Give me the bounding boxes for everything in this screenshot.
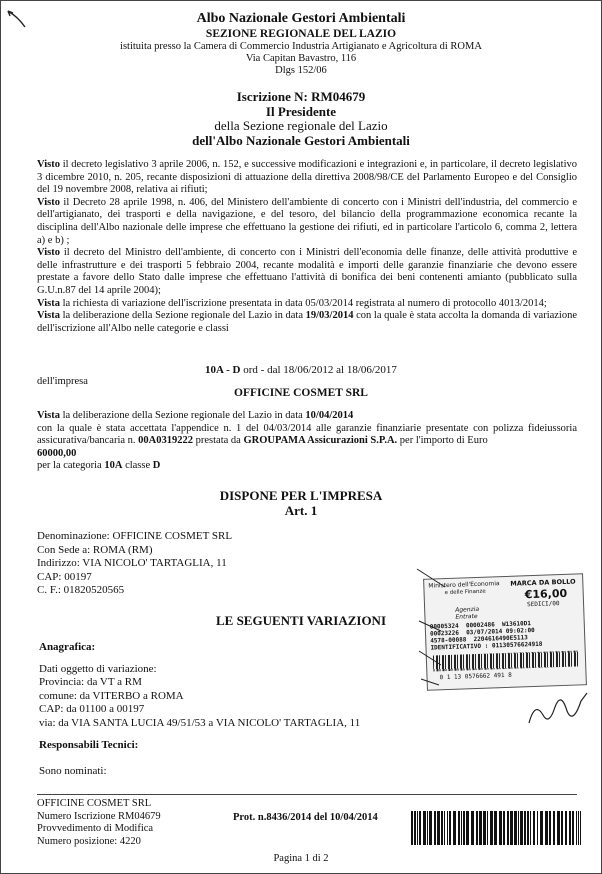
footer-line: Provvedimento di Modifica [37,823,154,835]
barcode-bar [518,811,519,845]
stamp-agency: Agenzia Entrate [455,605,480,621]
barcode-bar [569,811,571,845]
barcode-bar [524,811,526,845]
barcode-bar [580,811,581,845]
anagrafica-lines [39,663,360,730]
barcode-bar [545,811,548,845]
visto-paragraph-2: Visto il Decreto 28 aprile 1998, n. 406, del Ministero dell'ambiente di concerto con i Ministri dell'industria, del commercio e dell'artigianato, dei trasporti e della navigazione, e del tesoro, del bilancio della programmazione economica recante la disciplina dell'Albo nazionale delle imprese che effettuano la gestione dei rifiuti, ed in particolare l'articolo 6, comma 2, lettera a) e b) ; [37,196,577,246]
anagrafica-line: CAP: da 01100 a 00197 [39,703,145,716]
corner-arrow-mark-icon [5,7,29,31]
dispone-title: DISPONE PER L'IMPRESA [219,488,383,503]
detail-indirizzo: Indirizzo: VIA NICOLO' TARTAGLIA, 11 [37,557,227,570]
barcode-bar [503,811,505,845]
barcode-bar [487,811,488,845]
barcode-icon [411,811,581,845]
protocol-number: Prot. n.8436/2014 del 10/04/2014 [233,812,378,823]
barcode-bar [510,811,513,845]
impresa-label: dell'impresa [37,376,88,387]
page-number: Pagina 1 di 2 [273,853,329,864]
vista-appendice: Vista la deliberazione della Sezione regionale del Lazio in data 10/04/2014 con la quale è stata accettata l'appendice n. 1 del 04/03/2014 alle garanzie finanziarie presentate con polizza fideiussoria assicurativa/bancaria n. 00A0319222 prestata da GROUPAMA Assicurazioni S.P.A. per l'importo di Euro 60000,00 per la categoria 10A classe D [37,410,577,472]
org-title: Albo Nazionale Gestori Ambientali [196,11,406,26]
barcode-bar [483,811,486,845]
barcode-bar [447,811,448,845]
barcode-bar [441,811,443,845]
barcode-bar [444,811,445,845]
company-name: OFFICINE COSMET SRL [234,387,368,399]
barcode-bar [537,811,538,845]
barcode-bar [490,811,493,845]
barcode-bar [458,811,460,845]
category-line: 10A - D ord - dal 18/06/2012 al 18/06/2017 [205,364,397,376]
barcode-bar [414,811,416,845]
barcode-bar [572,811,574,845]
barcode-bar [434,811,436,845]
handwritten-signature-icon [521,671,591,731]
barcode-bar [557,811,560,845]
stamp-arrows-icon [411,561,451,691]
stamp-codes: 00005324 00002486 W13610D1 00023226 03/07/2014 09:02:00 4578-00088 2204616490E5113 IDENTIFICATIVO : 01130576624918 [429,620,543,652]
registration-line1: della Sezione regionale del Lazio [214,118,388,133]
stamp-bottom-code: 0 1 13 0576662 491 8 [439,671,512,682]
barcode-bar [423,811,426,845]
variazioni-title: LE SEGUENTI VARIAZIONI [215,613,387,628]
article-label: Art. 1 [284,503,318,518]
anagrafica-line: Dati oggetto di variazione: [39,663,157,675]
registration-number: Iscrizione N: RM04679 [236,89,366,104]
barcode-bar [530,811,531,845]
barcode-bar [576,811,577,845]
barcode-bar [461,811,462,845]
barcode-bar [540,811,543,845]
nominati-label: Sono nominati: [39,765,107,777]
section-title: SEZIONE REGIONALE DEL LAZIO [205,28,397,40]
barcode-bar [449,811,451,845]
detail-cap: CAP: 00197 [37,570,92,583]
company-details [37,530,232,598]
detail-denominazione: Denominazione: OFFICINE COSMET SRL [37,530,233,542]
stamp-title: MARCA DA BOLLO [510,577,576,588]
visto-paragraphs [37,159,577,335]
visto-paragraph-1: Visto il decreto legislativo 3 aprile 2006, n. 152, e successive modificazioni e integrazioni e, in particolare, il decreto legislativo 3 dicembre 2010, n. 205, recante disposizioni di attuazione della direttiva 2008/98/CE del Parlamento Europeo e del Consiglio del 19 novembre 2008, relativa ai rifiuti; [37,159,577,196]
address-line: Via Capitan Bavastro, 116 [245,53,357,64]
stamp-amount: €16,00 [524,586,568,602]
barcode-bar [463,811,465,845]
barcode-bar [520,811,523,845]
detail-sede: Con Sede a: ROMA (RM) [37,543,153,556]
barcode-bar [466,811,469,845]
responsabili-label: Responsabili Tecnici: [39,739,139,751]
anagrafica-line: via: da VIA SANTA LUCIA 49/51/53 a VIA NICOLO' TARTAGLIA, 11 [39,716,361,729]
barcode-bar [578,811,579,845]
barcode-bar [476,811,478,845]
registration-line2: dell'Albo Nazionale Gestori Ambientali [192,133,410,148]
footer-divider [37,794,577,795]
visto-paragraph-4: Vista la richiesta di variazione dell'iscrizione presentata in data 05/03/2014 registrata al numero di protocollo 4013/2014; [37,297,547,309]
barcode-bar [427,811,428,845]
barcode-bar [437,811,440,845]
barcode-bar [527,811,529,845]
barcode-bar [417,811,418,845]
barcode-bar [514,811,517,845]
barcode-bar [561,811,563,845]
barcode-bar [553,811,555,845]
barcode-bar [549,811,551,845]
detail-cf: C. F.: 01820520565 [37,584,125,597]
visto-paragraph-3: Visto il decreto del Ministro dell'ambiente, di concerto con i Ministri dell'economia delle finanze, delle attività produttive e delle infrastrutture e dei trasporti 5 febbraio 2004, recante modalità e importi delle garanzie finanziarie che devono essere prestate a favore dello Stato dalle imprese che effettuano l'attività di bonifica dei beni contenenti amianto (pubblicato sulla G.U.n.87 del 14 aprile 2004); [37,247,577,296]
stamp-barcode [433,650,579,671]
stamp-finance: e delle Finanze [444,588,486,597]
footer-line: Numero posizione: 4220 [37,835,141,847]
vista-deliberazione: Vista la deliberazione della Sezione regionale del Lazio in data 19/03/2014 con la quale è stata accolta la domanda di variazione dell'iscrizione all'Albo nelle categorie e classi [37,310,578,334]
president-label: Il Presidente [265,104,337,119]
barcode-bar [479,811,482,845]
barcode-bar [419,811,421,845]
barcode-bar [499,811,502,845]
barcode-bar [453,811,456,845]
footer-line: Numero Iscrizione RM04679 [37,810,161,822]
barcode-bar [494,811,497,845]
barcode-bar [411,811,413,845]
barcode-bar [507,811,509,845]
stamp-amount-words: SEDICI/00 [526,600,560,609]
anagrafica-label: Anagrafica: [39,641,96,653]
law-line: Dlgs 152/06 [275,65,327,76]
barcode-bar [429,811,432,845]
stamp-ministry: Ministero dell'Economia [428,580,500,590]
footer-line: OFFICINE COSMET SRL [37,798,152,809]
institution-line: istituita presso la Camera di Commercio Industria Artigianato e Agricoltura di ROMA [120,41,482,52]
barcode-bar [565,811,567,845]
barcode-bar [471,811,474,845]
barcode-bar [533,811,535,845]
footer-info [37,798,161,848]
anagrafica-line: Provincia: da VT a RM [39,676,142,689]
anagrafica-line: comune: da VITERBO a ROMA [39,689,184,702]
